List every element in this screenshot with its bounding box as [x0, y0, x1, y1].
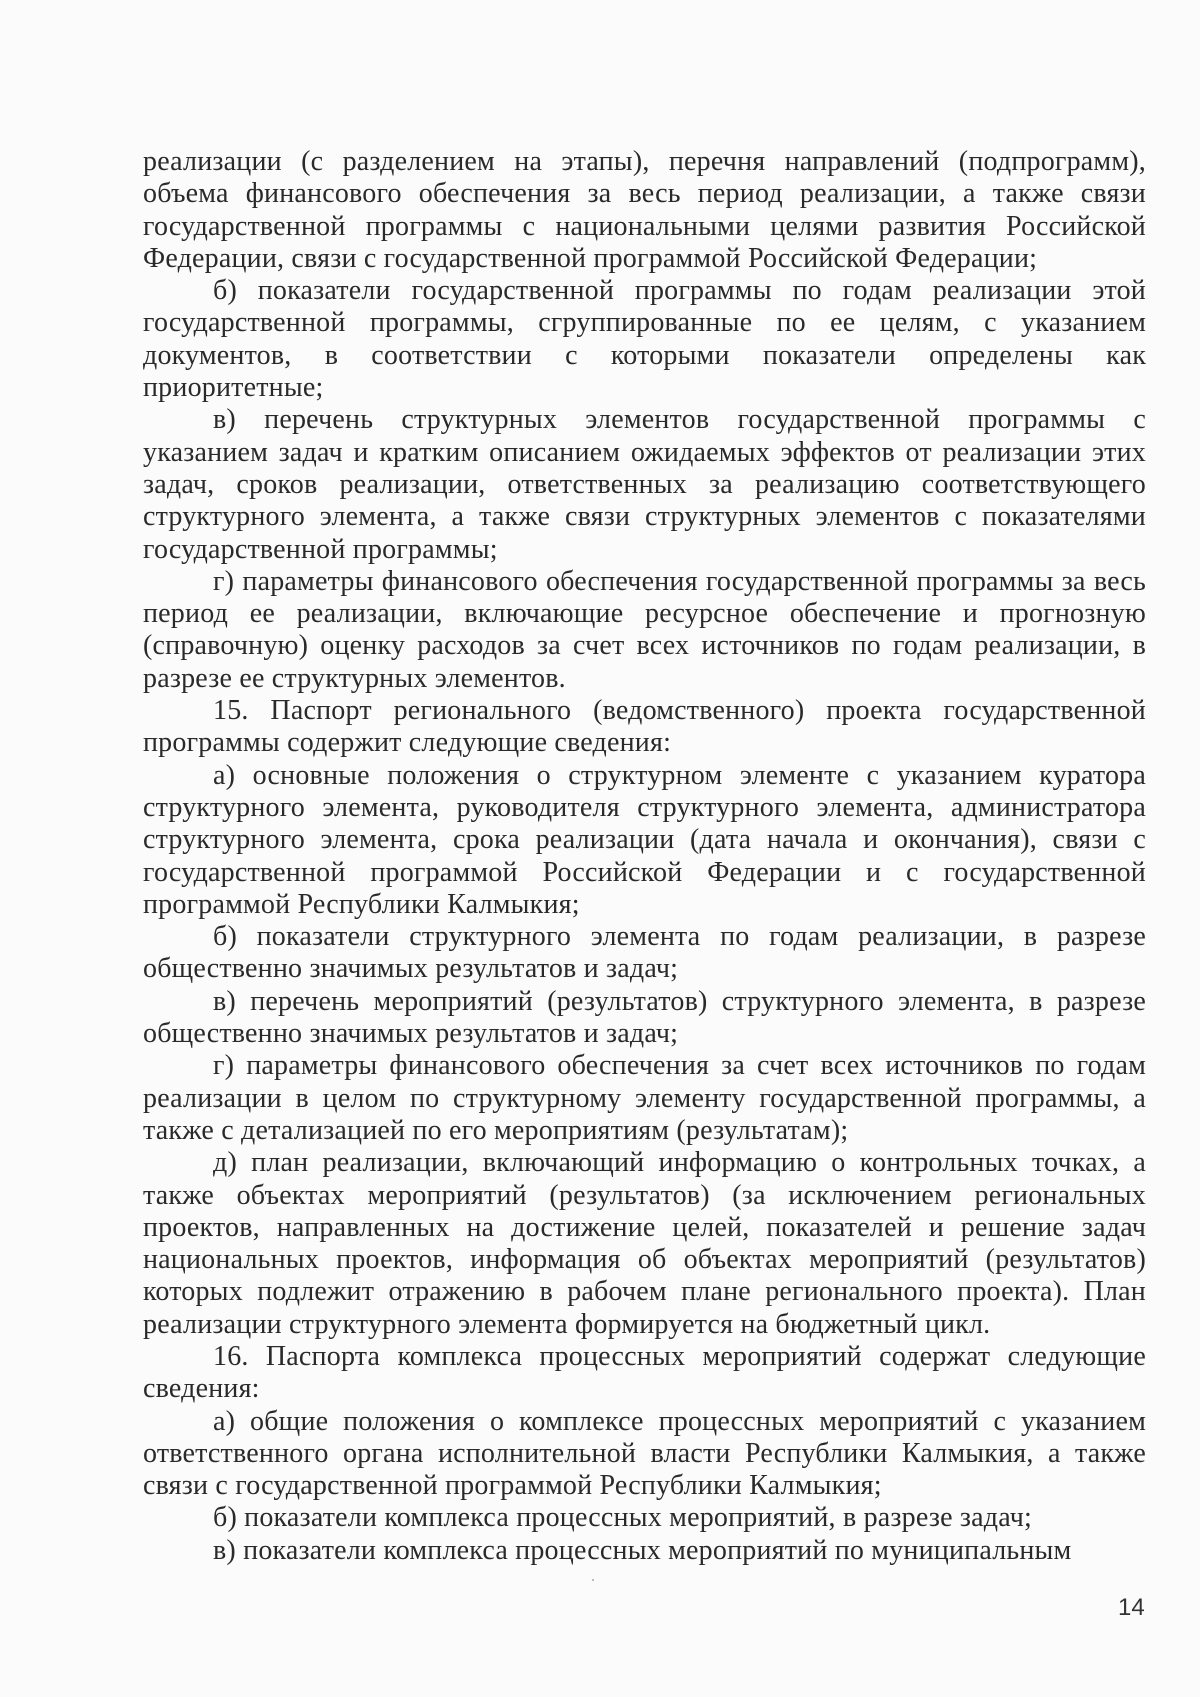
paragraph-16-item-b: б) показатели комплекса процессных мероприятий, в разрезе задач; [213, 1502, 1033, 1534]
paragraph-15-item-a: а) основные положения о структурном элементе с указанием куратора структурного элемента, руководителя структурного элемента, администратора структурного элемента, срока реализации (дата начала и окончания), связи с государственной программой Российской Федерации и с государственной программой Республики Калмыкия; [143, 759, 1146, 920]
paragraph-item-g-financing: г) параметры финансового обеспечения государственной программы за весь период ее реализации, включающие ресурсное обеспечение и прогнозную (справочную) оценку расходов за счет всех источников по годам реализации, в разрезе ее структурных элементов. [143, 565, 1146, 694]
paragraph-15-item-g: г) параметры финансового обеспечения за счет всех источников по годам реализации в целом по структурному элементу государственной программы, а также с детализацией по его мероприятиям (результатам); [143, 1050, 1146, 1146]
paragraph-15-item-d: д) план реализации, включающий информацию о контрольных точках, а также объектах мероприятий (результатов) (за исключением региональных проектов, направленных на достижение целей, показателей и решение задач национальных проектов, информация об объектах мероприятий (результатов) которых подлежит отражению в рабочем плане регионального проекта). План реализации структурного элемента формируется на бюджетный цикл. [143, 1147, 1146, 1340]
paragraph-15-item-v: в) перечень мероприятий (результатов) структурного элемента, в разрезе общественно значимых результатов и задач; [143, 985, 1146, 1050]
document-body [143, 146, 1146, 1567]
paragraph-16-item-v: в) показатели комплекса процессных мероприятий по муниципальным [213, 1534, 1072, 1566]
paragraph-16-process-passport: 16. Паспорта комплекса процессных мероприятий содержат следующие сведения: [143, 1340, 1146, 1405]
paragraph-item-b-indicators: б) показатели государственной программы по годам реализации этой государственной программы, сгруппированные по ее целям, с указанием документов, в соответствии с которыми показатели определены как приоритетные; [143, 275, 1146, 404]
page-number: 14 [1118, 1594, 1145, 1621]
paragraph-15-item-b: б) показатели структурного элемента по годам реализации, в разрезе общественно значимых результатов и задач; [143, 921, 1146, 985]
paragraph-15-project-passport: 15. Паспорт регионального (ведомственного) проекта государственной программы содержит следующие сведения: [143, 695, 1146, 759]
paragraph-16-item-a: а) общие положения о комплексе процессных мероприятий с указанием ответственного органа исполнительной власти Республики Калмыкия, а также связи с государственной программой Республики Калмыкия; [143, 1405, 1146, 1502]
scan-speck [592, 1579, 594, 1581]
paragraph-item-v-structural-elements: в) перечень структурных элементов государственной программы с указанием задач и кратким описанием ожидаемых эффектов от реализации этих задач, сроков реализации, ответственных за реализацию соответствующего структурного элемента, а также связи структурных элементов с показателями государственной программы; [143, 404, 1146, 565]
paragraph-continuation: реализации (с разделением на этапы), перечня направлений (подпрограмм), объема финансового обеспечения за весь период реализации, а также связи государственной программы с национальными целями развития Российской Федерации, связи с государственной программой Российской Федерации; [143, 146, 1146, 274]
